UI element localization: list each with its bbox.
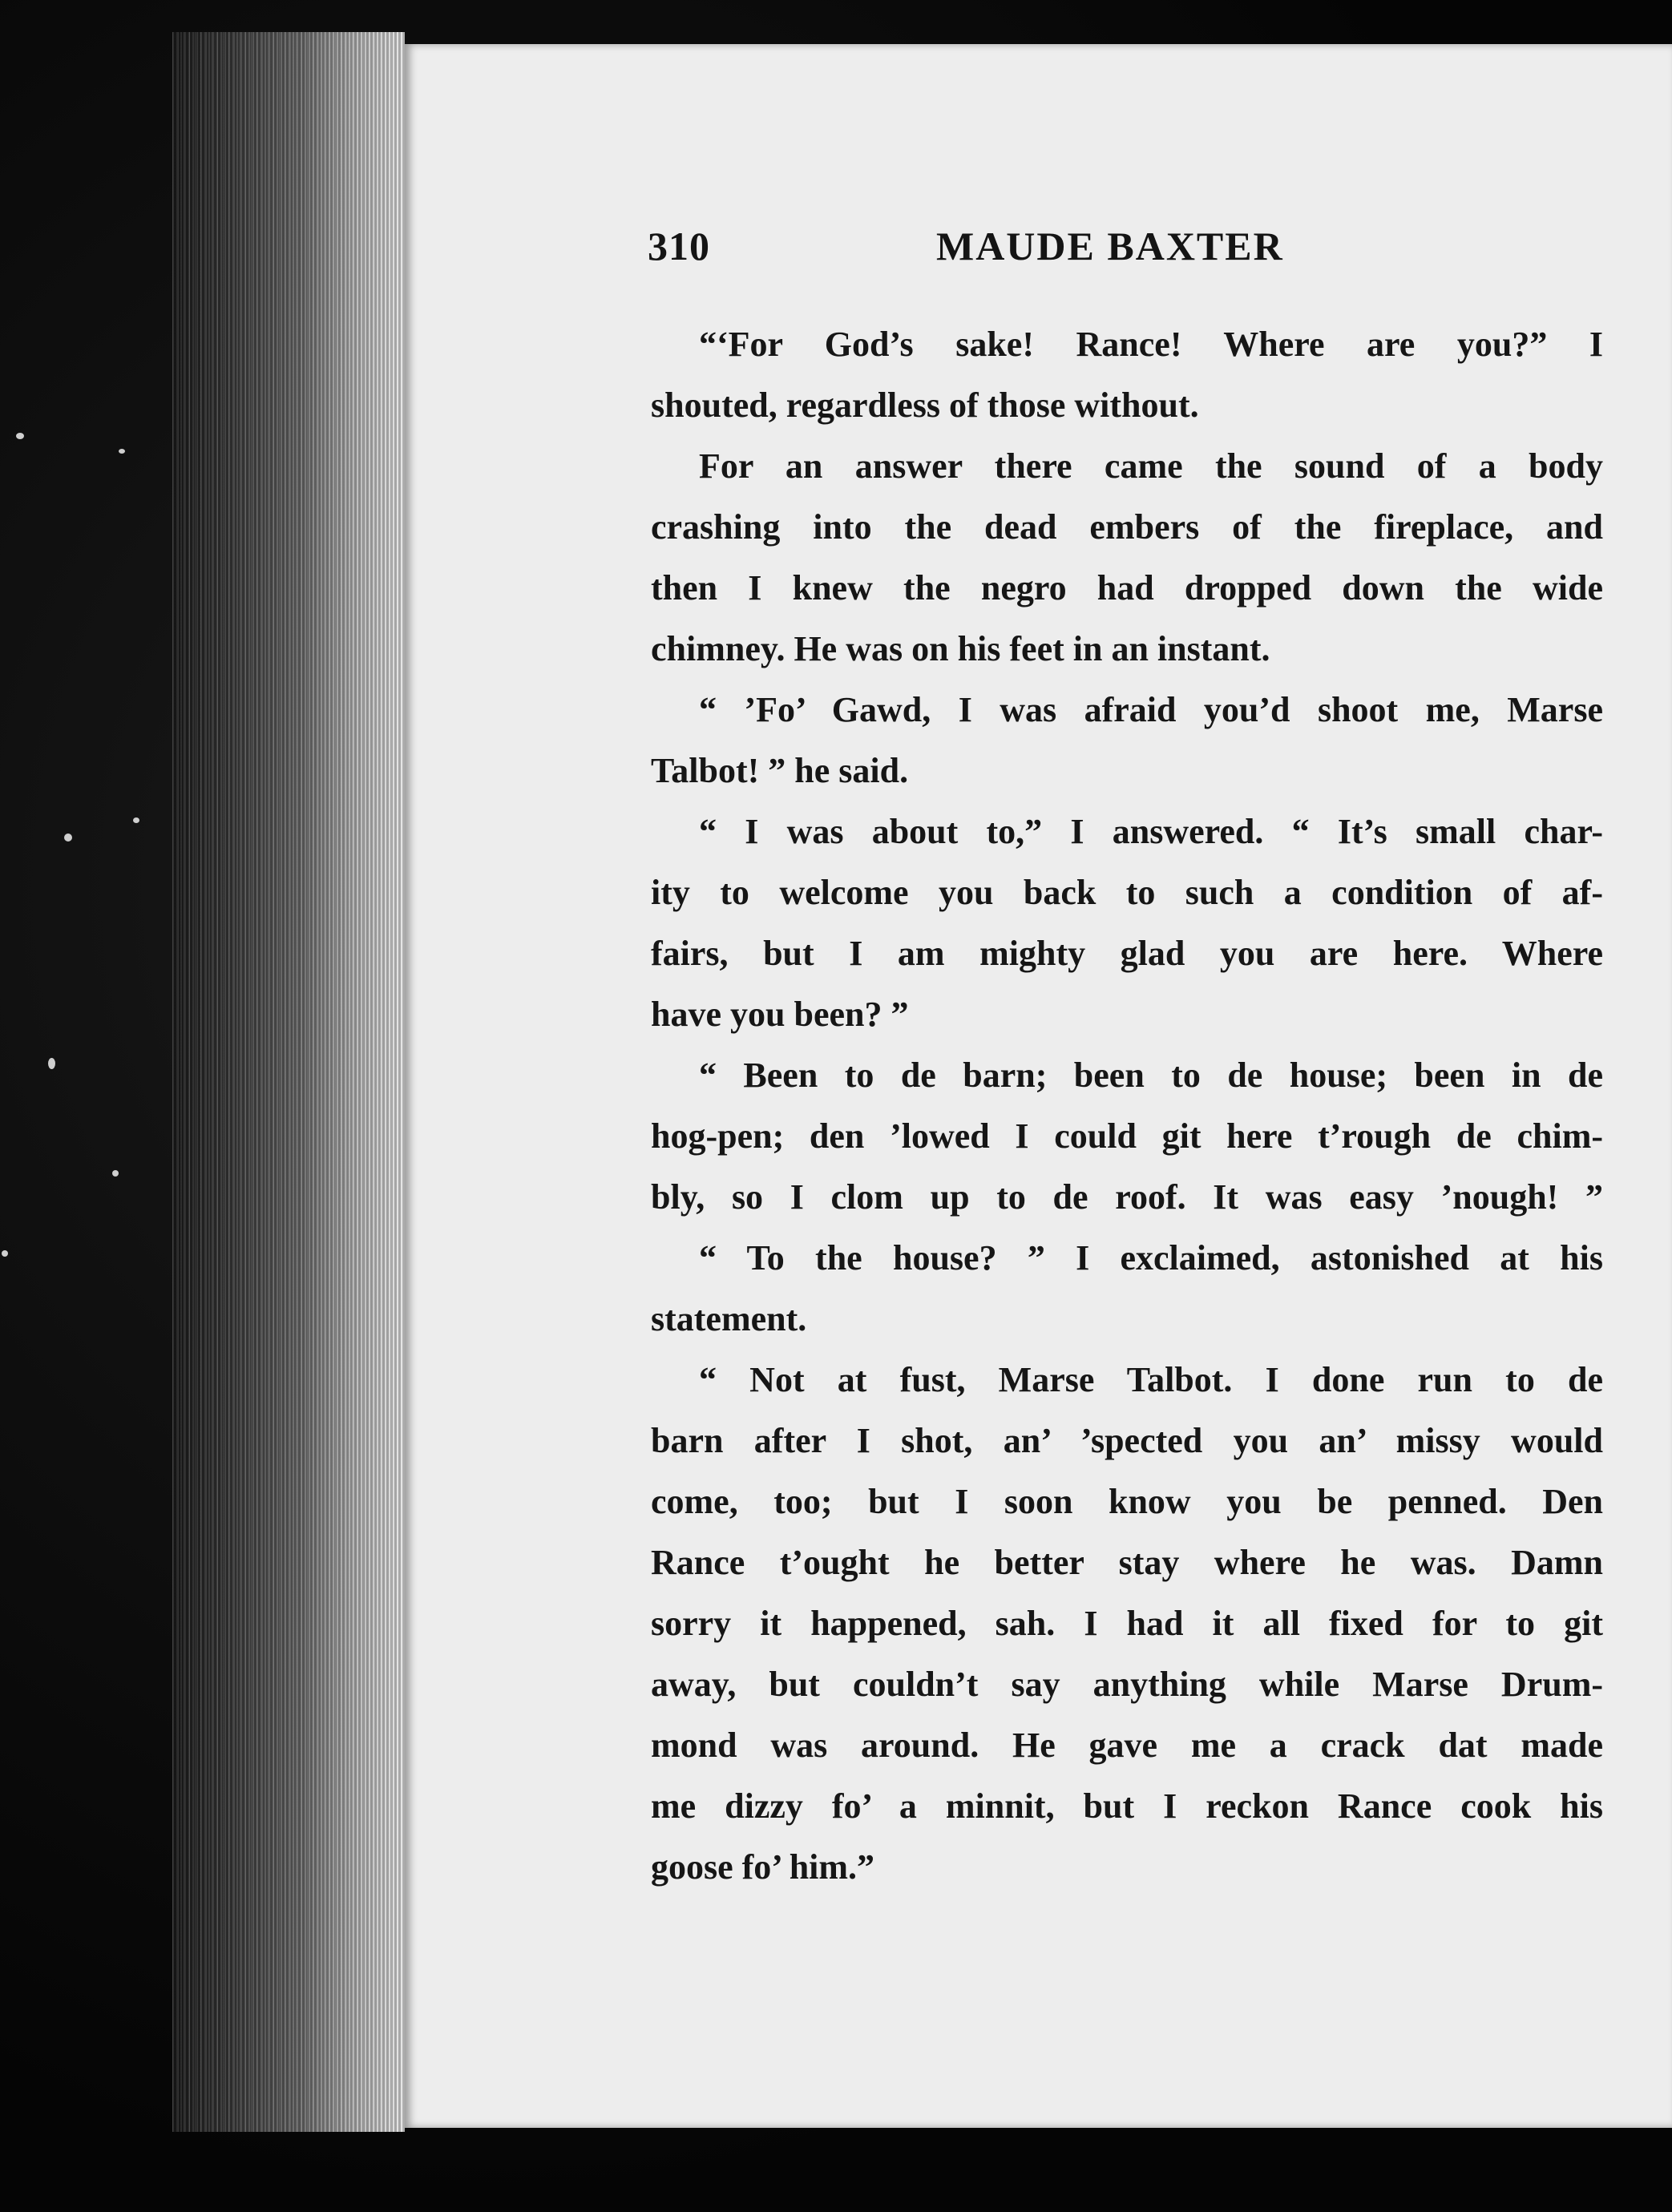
text-line: then I knew the negro had dropped down the wide — [651, 568, 1603, 607]
text-line: shouted, regardless of those without. — [651, 385, 1199, 425]
dust-speck — [16, 433, 24, 439]
text-line: bly, so I clom up to de roof. It was easy ’nough! ” — [651, 1177, 1603, 1217]
dust-speck — [119, 449, 125, 454]
text-line: hog-pen; den ’lowed I could git here t’rough de chim- — [651, 1116, 1603, 1156]
text-line: chimney. He was on his feet in an instant. — [651, 629, 1270, 668]
dust-speck — [112, 1170, 119, 1177]
text-line: “ Not at fust, Marse Talbot. I done run to de — [699, 1360, 1603, 1399]
text-line: Rance t’ought he better stay where he was. Damn — [651, 1543, 1603, 1582]
text-line: “ ’Fo’ Gawd, I was afraid you’d shoot me, Marse — [699, 690, 1603, 729]
dust-speck — [133, 817, 139, 823]
text-line: barn after I shot, an’ ’spected you an’ missy would — [651, 1421, 1603, 1460]
dust-speck — [48, 1058, 55, 1069]
dust-speck — [64, 834, 72, 842]
text-line: fairs, but I am mighty glad you are here. Where — [651, 934, 1603, 973]
text-line: “ To the house? ” I exclaimed, astonished at his — [699, 1238, 1603, 1278]
text-line: “ Been to de barn; been to de house; been in de — [699, 1056, 1603, 1095]
text-line: have you been? ” — [651, 995, 909, 1034]
text-line: ity to welcome you back to such a condition of af- — [651, 873, 1603, 912]
text-line: sorry it happened, sah. I had it all fixed for to git — [651, 1604, 1603, 1643]
text-line: For an answer there came the sound of a body — [699, 446, 1603, 486]
body-text — [651, 314, 1603, 1898]
text-line: away, but couldn’t say anything while Marse Drum- — [651, 1665, 1603, 1704]
book-page-edges — [172, 32, 405, 2132]
text-line: statement. — [651, 1299, 807, 1338]
text-line: “‘For God’s sake! Rance! Where are you?” I — [699, 325, 1603, 364]
page-number: 310 — [648, 224, 710, 268]
running-head: MAUDE BAXTER — [936, 224, 1284, 268]
text-line: crashing into the dead embers of the fireplace, and — [651, 507, 1603, 547]
dust-speck — [2, 1250, 8, 1257]
text-line: goose fo’ him.” — [651, 1847, 875, 1887]
text-line: Talbot! ” he said. — [651, 751, 909, 790]
text-line: mond was around. He gave me a crack dat made — [651, 1726, 1603, 1765]
text-line: come, too; but I soon know you be penned. Den — [651, 1482, 1603, 1521]
text-line: “ I was about to,” I answered. “ It’s small char- — [699, 812, 1603, 851]
text-line: me dizzy fo’ a minnit, but I reckon Rance cook his — [651, 1786, 1603, 1826]
